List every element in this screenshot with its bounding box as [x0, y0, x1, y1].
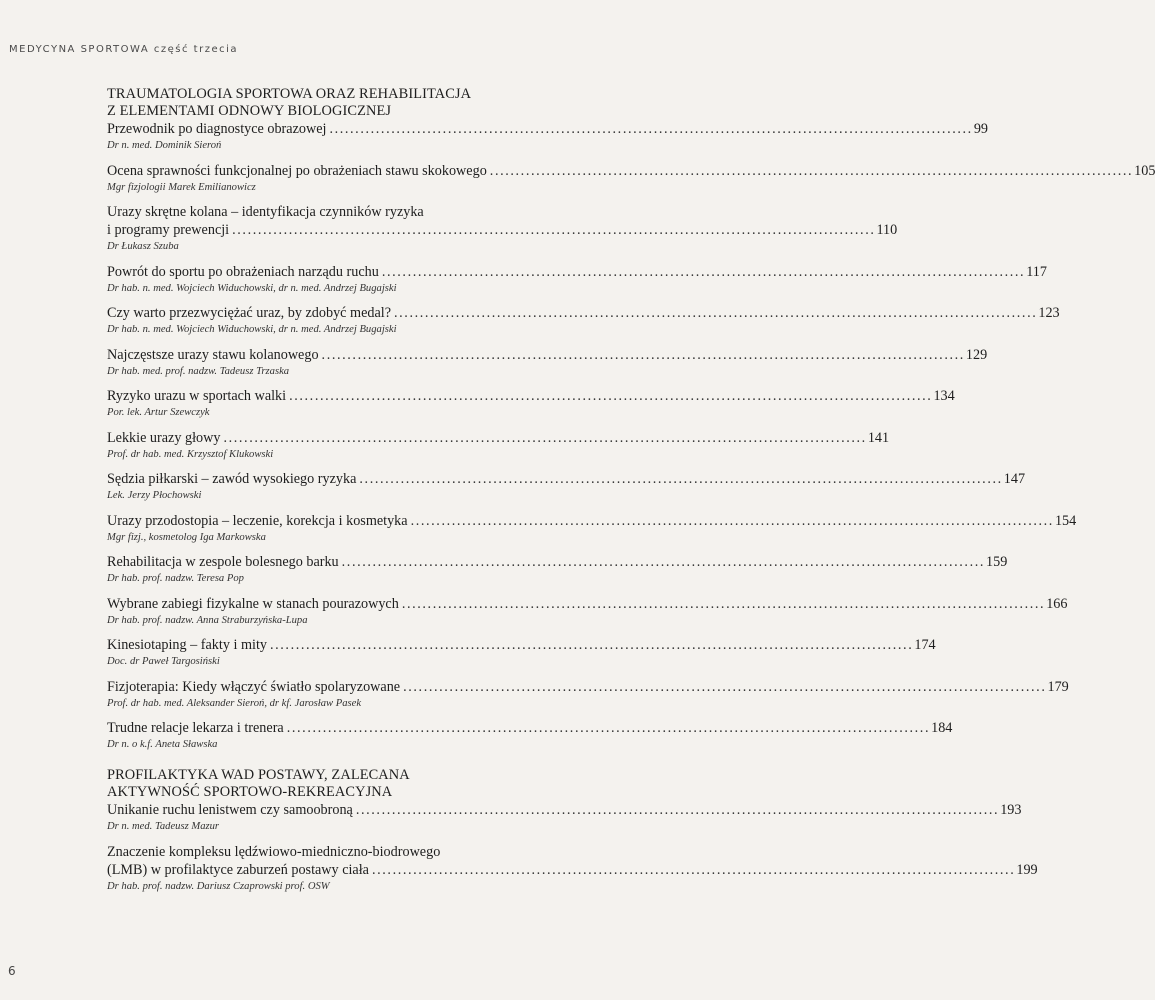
section-heading-line: Z ELEMENTAMI ODNOWY BIOLOGICZNEJ [107, 103, 392, 119]
entry-page: 166 [1046, 595, 1068, 612]
dot-leader: ............................................................................................................................. [223, 429, 867, 446]
toc-entry[interactable] [107, 120, 988, 152]
entry-title: Powrót do sportu po obrażeniach narządu ruchu [107, 263, 379, 280]
entry-page: 147 [1003, 471, 1026, 487]
entry-author: Dr n. med. Tadeusz Mazur [107, 821, 220, 832]
entry-title: Unikanie ruchu lenistwem czy samoobroną [107, 802, 353, 818]
toc-entry[interactable] [107, 203, 898, 253]
entry-title-first-line: Urazy skrętne kolana – identyfikacja czynników ryzyka [107, 204, 424, 220]
entry-author: Dr n. med. Dominik Sieroń [107, 140, 222, 151]
entry-title: (LMB) w profilaktyce zaburzeń postawy ciała [107, 861, 369, 878]
entry-author: Mgr fizj., kosmetolog Iga Markowska [107, 531, 266, 543]
entry-title: Przewodnik po diagnostyce obrazowej [107, 121, 327, 137]
entry-author: Dr n. o k.f. Aneta Sławska [107, 739, 218, 750]
entry-page: 129 [965, 346, 988, 363]
dot-leader: ............................................................................................................................. [403, 678, 1047, 695]
page-number: 6 [8, 964, 16, 978]
dot-leader: ............................................................................................................................. [359, 471, 1003, 487]
entry-author: Por. lek. Artur Szewczyk [107, 407, 210, 418]
entry-author: Dr Łukasz Szuba [107, 241, 179, 252]
entry-page: 141 [867, 429, 890, 446]
dot-leader: ............................................................................................................................. [410, 512, 1054, 529]
toc-entry[interactable] [107, 595, 1068, 627]
entry-author: Dr hab. prof. nadzw. Dariusz Czaprowski prof. OSW [107, 880, 330, 892]
entry-page: 117 [1026, 263, 1047, 280]
toc-entry[interactable] [107, 636, 936, 668]
entry-author: Mgr fizjologii Marek Emilianowicz [107, 181, 256, 193]
entry-title: Ocena sprawności funkcjonalnej po obrażeniach stawu skokowego [107, 162, 487, 179]
entry-author: Dr hab. med. prof. nadzw. Tadeusz Trzaska [107, 365, 290, 377]
entry-page: 134 [933, 388, 955, 404]
dot-leader: ............................................................................................................................. [232, 222, 876, 238]
table-of-contents [107, 86, 1155, 902]
entry-page: 199 [1016, 861, 1038, 878]
dot-leader: ............................................................................................................................. [329, 121, 973, 137]
dot-leader: ............................................................................................................................. [286, 720, 931, 736]
dot-leader: ............................................................................................................................. [289, 388, 933, 404]
toc-entry[interactable] [107, 162, 1155, 194]
toc-entry[interactable] [107, 801, 1022, 833]
toc-entry[interactable] [107, 719, 953, 751]
section-heading [107, 767, 603, 801]
entry-title: i programy prewencji [107, 222, 230, 238]
entry-author: Dr hab. n. med. Wojciech Widuchowski, dr n. med. Andrzej Bugajski [107, 282, 397, 294]
entry-page: 99 [973, 121, 988, 137]
entry-title: Lekkie urazy głowy [107, 429, 221, 446]
dot-leader: ............................................................................................................................. [341, 554, 986, 570]
dot-leader: ............................................................................................................................. [371, 861, 1016, 878]
entry-author: Prof. dr hab. med. Aleksander Sieroń, dr kf. Jarosław Pasek [107, 697, 362, 709]
entry-title: Czy warto przezwyciężać uraz, by zdobyć medal? [107, 305, 391, 321]
entry-title: Rehabilitacja w zespole bolesnego barku [107, 554, 339, 570]
toc-section [107, 767, 1038, 893]
entry-page: 110 [876, 222, 898, 238]
entry-page: 179 [1047, 678, 1069, 695]
dot-leader: ............................................................................................................................. [321, 346, 965, 363]
entry-author: Dr hab. prof. nadzw. Anna Straburzyńska-Lupa [107, 614, 308, 626]
dot-leader: ............................................................................................................................. [489, 162, 1134, 179]
dot-leader: ............................................................................................................................. [355, 802, 1000, 818]
entry-title: Najczęstsze urazy stawu kolanowego [107, 346, 319, 363]
running-head: MEDYCYNA SPORTOWA część trzecia [9, 44, 239, 55]
section-heading-line: TRAUMATOLOGIA SPORTOWA ORAZ REHABILITACJA [107, 86, 472, 102]
entry-page: 174 [914, 637, 936, 653]
toc-entry[interactable] [107, 512, 1077, 544]
toc-entry[interactable] [107, 304, 1060, 336]
entry-title: Trudne relacje lekarza i trenera [107, 720, 284, 736]
entry-author: Doc. dr Paweł Targosiński [107, 656, 220, 667]
entry-author: Prof. dr hab. med. Krzysztof Klukowski [107, 448, 274, 460]
toc-entry[interactable] [107, 843, 1038, 893]
dot-leader: ............................................................................................................................. [401, 595, 1046, 612]
entry-page: 154 [1054, 512, 1077, 529]
entry-author: Dr hab. n. med. Wojciech Widuchowski, dr n. med. Andrzej Bugajski [107, 324, 397, 335]
section-heading-line: AKTYWNOŚĆ SPORTOWO-REKREACYJNA [107, 784, 393, 800]
entry-title: Ryzyko urazu w sportach walki [107, 388, 287, 404]
entry-title: Sędzia piłkarski – zawód wysokiego ryzyka [107, 471, 357, 487]
dot-leader: ............................................................................................................................. [269, 637, 914, 653]
entry-page: 184 [931, 720, 953, 736]
toc-entry[interactable] [107, 429, 890, 461]
entry-page: 159 [986, 554, 1008, 570]
toc-entry[interactable] [107, 387, 955, 419]
toc-entry[interactable] [107, 346, 988, 378]
entry-title: Urazy przodostopia – leczenie, korekcja i kosmetyka [107, 512, 408, 529]
entry-author: Dr hab. prof. nadzw. Teresa Pop [107, 573, 244, 584]
entry-title: Kinesiotaping – fakty i mity [107, 637, 267, 653]
section-heading [107, 86, 603, 120]
toc-entry[interactable] [107, 470, 1026, 502]
entry-page: 193 [1000, 802, 1022, 818]
entry-page: 105 [1134, 162, 1155, 179]
entry-title-first-line: Znaczenie kompleksu lędźwiowo-miedniczno-biodrowego [107, 843, 441, 860]
dot-leader: ............................................................................................................................. [381, 263, 1026, 280]
section-heading-line: PROFILAKTYKA WAD POSTAWY, ZALECANA [107, 767, 410, 783]
toc-entry[interactable] [107, 678, 1069, 710]
entry-page: 123 [1038, 305, 1060, 321]
entry-author: Lek. Jerzy Płochowski [107, 490, 202, 501]
entry-title: Wybrane zabiegi fizykalne w stanach pourazowych [107, 595, 399, 612]
toc-entry[interactable] [107, 553, 1008, 585]
toc-section [107, 86, 1155, 751]
toc-entry[interactable] [107, 263, 1047, 295]
entry-title: Fizjoterapia: Kiedy włączyć światło spolaryzowane [107, 678, 401, 695]
dot-leader: ............................................................................................................................. [394, 305, 1038, 321]
